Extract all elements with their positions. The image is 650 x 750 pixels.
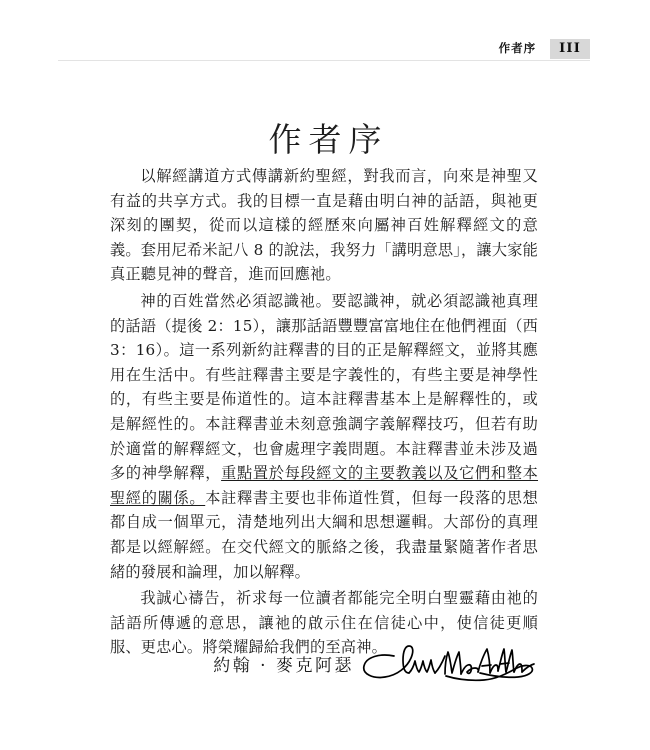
paragraph-1: 以解經講道方式傳講新約聖經，對我而言，向來是神聖又有益的共享方式。我的目標一直是藉由明白神的話語，與祂更深刻的團契，從而以這樣的經歷來向屬神百姓解釋經文的意義。套用尼希米記八 8 的說法，我努力「講明意思」，讓大家能真正聽見神的聲音，進而回應祂。	[110, 167, 538, 284]
paragraph-2-segment-after-underline: 本註釋書主要也非佈道性質，但每一段落的思想都自成一個單元，清楚地列出大綱和思想邏輯。大部份的真理都是以經解經。在交代經文的脈絡之後，我盡量緊隨著作者思緒的發展和論理，加以解釋。	[110, 488, 538, 581]
paragraph-3: 我誠心禱告，祈求每一位讀者都能完全明白聖靈藉由祂的話語所傳遞的意思，讓祂的啟示住在信徒心中，使信徒更順服、更忠心。將榮耀歸給我們的至高神。	[110, 589, 538, 657]
signature-name-text: 約翰 · 麥克阿瑟	[213, 655, 354, 676]
running-header-title: 作者序	[498, 41, 537, 56]
paragraph-2-segment-before-underline: 神的百姓當然必須認識祂。要認識神，就必須認識祂真理的話語（提後 2：15），讓那話語豐豐富富地住在他們裡面（西 3：16）。這一系列新約註釋書的目的正是解釋經文，並將其應用在生活中。有些註釋書主要是字義性的，有些主要是神學性的，有些主要是佈道性的。這本註釋書基本上是解釋性的，或是解經性的。本註釋書並未刻意強調字義解釋技巧，但若有助於適當的解釋經文，也會處理字義問題。本註釋書並未涉及過多的神學解釋，	[110, 291, 538, 483]
handwritten-signature-icon	[360, 640, 538, 686]
body-text-column	[110, 164, 538, 660]
paragraph-2	[110, 289, 538, 584]
running-header	[58, 38, 590, 68]
page-number-folio: III	[550, 39, 590, 59]
header-divider-rule	[58, 60, 590, 61]
signature-block	[110, 640, 538, 686]
paragraph-2-underlined-emphasis: 重點置於每段經文的主要教義以及它們和整本聖經的關係。	[110, 464, 539, 507]
page-title: 作者序	[268, 120, 389, 160]
